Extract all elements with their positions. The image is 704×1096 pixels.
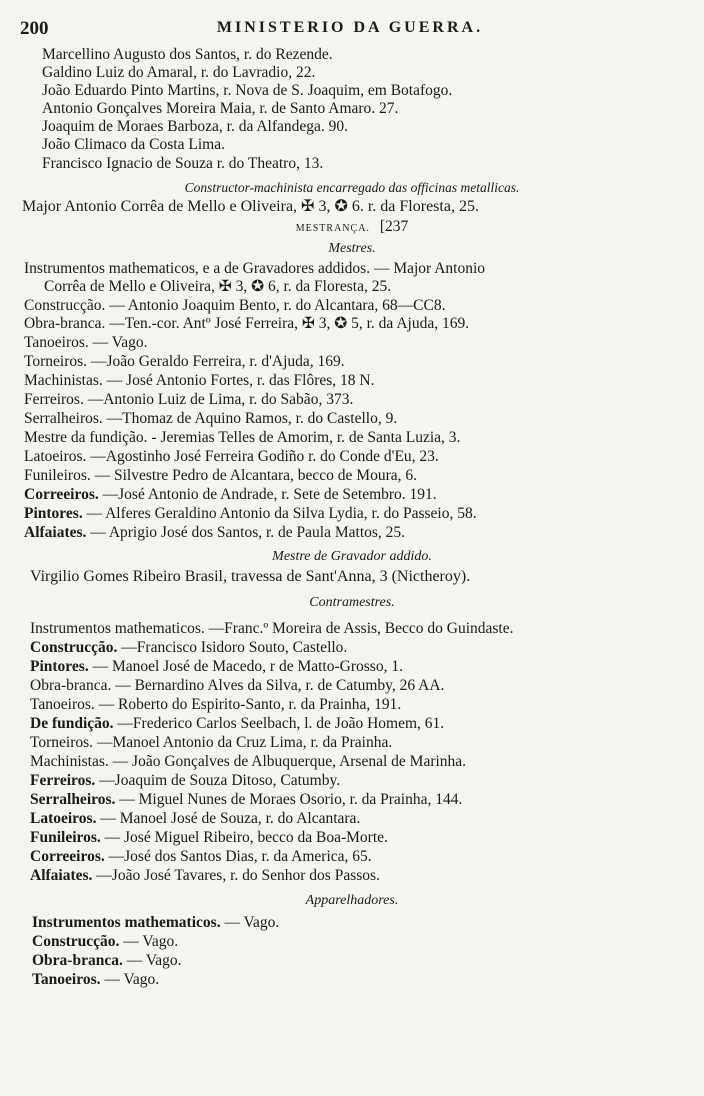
role-label: Machinistas.	[24, 372, 103, 389]
list-item	[30, 734, 392, 752]
page-header	[20, 18, 680, 40]
list-item	[30, 867, 380, 885]
list-item	[24, 315, 469, 333]
section-heading-constructor: Constructor-machinista encarregado das officinas metallicas.	[184, 180, 520, 195]
mestranca-title	[0, 218, 704, 238]
entry-text: — Alferes Geraldino Antonio da Silva Lydia, r. do Passeio, 58.	[82, 505, 477, 522]
entry-text: — José Antonio Fortes, r. das Flôres, 18 N.	[102, 372, 375, 389]
entry-text: — Manoel José de Souza, r. do Alcantara.	[96, 810, 361, 827]
section-heading-gravador: Mestre de Gravador addido.	[272, 549, 432, 564]
role-label: Funileiros.	[24, 467, 91, 484]
entry-text: — Bernardino Alves da Silva, r. de Catumby, 26 AA.	[111, 677, 445, 694]
role-label: Tanoeiros.	[32, 971, 101, 988]
text-line: João Climaco da Costa Lima.	[42, 136, 225, 153]
list-item	[32, 952, 182, 970]
role-label: Obra-branca.	[24, 315, 106, 332]
entry-text: — Vago.	[119, 933, 179, 950]
list-item	[24, 524, 405, 542]
list-item	[24, 297, 445, 315]
list-item	[24, 410, 397, 428]
role-label: Instrumentos mathematicos,	[24, 260, 199, 277]
entry-text: —Antonio Luiz de Lima, r. do Sabão, 373.	[83, 391, 354, 408]
entry-text: —João Geraldo Ferreira, r. d'Ajuda, 169.	[87, 353, 345, 370]
role-label: Latoeiros.	[30, 810, 97, 827]
entry-text: — Manoel José de Macedo, r de Matto-Grosso, 1.	[88, 658, 403, 675]
list-item	[44, 278, 391, 296]
list-item	[32, 914, 279, 932]
role-label: Tanoeiros.	[24, 334, 89, 351]
entry-text: —Joaquim de Souza Ditoso, Catumby.	[95, 772, 341, 789]
section-heading-contramestres: Contramestres.	[309, 595, 395, 610]
role-label: Ferreiros.	[30, 772, 96, 789]
list-item	[24, 372, 374, 390]
entry-text: — João Gonçalves de Albuquerque, Arsenal de Marinha.	[108, 753, 467, 770]
role-label: Obra-branca.	[32, 952, 123, 969]
entry-text: — Roberto do Espirito-Santo, r. da Prainha, 191.	[94, 696, 402, 713]
list-item	[30, 696, 401, 714]
list-item	[30, 829, 388, 847]
list-item	[24, 467, 417, 485]
list-item	[24, 334, 147, 352]
list-item	[24, 448, 439, 466]
list-item	[24, 486, 437, 504]
role-label: Obra-branca.	[30, 677, 112, 694]
text-line: Joaquim de Moraes Barboza, r. da Alfandega. 90.	[42, 118, 349, 135]
role-label: Correeiros.	[24, 486, 99, 503]
entry-text: —José dos Santos Dias, r. da America, 65.	[104, 848, 372, 865]
text-line: Francisco Ignacio de Souza r. do Theatro, 13.	[42, 155, 324, 172]
role-label: Machinistas.	[30, 753, 109, 770]
mestranca-number: [237	[379, 218, 409, 235]
entry-text: — Aprigio José dos Santos, r. de Paula Mattos, 25.	[86, 524, 406, 541]
entry-text: —Manoel Antonio da Cruz Lima, r. da Prainha.	[93, 734, 393, 751]
role-label: Alfaiates.	[30, 867, 93, 884]
list-item	[30, 772, 340, 790]
list-item	[30, 639, 347, 657]
entry-text: —Francisco Isidoro Souto, Castello.	[117, 639, 348, 656]
entry-text: - Jeremias Telles de Amorim, r. de Santa Luzia, 3.	[147, 429, 461, 446]
list-item	[32, 971, 159, 989]
entry-text: — Vago.	[220, 914, 280, 931]
entry-text: Corrêa de Mello e Oliveira, ✠ 3, ✪ 6, r. da Floresta, 25.	[44, 278, 392, 295]
role-label: Correeiros.	[30, 848, 105, 865]
mestranca-label: MESTRANÇA.	[295, 223, 370, 234]
role-label: Instrumentos mathematicos.	[30, 620, 205, 637]
text-line: Galdino Luiz do Amaral, r. do Lavradio, 22.	[42, 64, 316, 81]
page-number: 200	[20, 18, 49, 39]
entry-text: —Ten.-cor. Antº José Ferreira, ✠ 3, ✪ 5, r. da Ajuda, 169.	[105, 315, 470, 332]
entry-text: e a de Gravadores addidos. — Major Antonio	[198, 260, 486, 277]
list-item	[30, 620, 514, 638]
role-label: Pintores.	[24, 505, 83, 522]
entry-text: —Agostinho José Ferreira Godiño r. do Conde d'Eu, 23.	[86, 448, 439, 465]
entry-text: —José Antonio de Andrade, r. Sete de Setembro. 191.	[98, 486, 437, 503]
text-line: Virgilio Gomes Ribeiro Brasil, travessa de Sant'Anna, 3 (Nictheroy).	[30, 568, 471, 585]
entry-text: — Silvestre Pedro de Alcantara, becco de Moura, 6.	[90, 467, 418, 484]
entry-text: — Antonio Joaquim Bento, r. do Alcantara, 68—CC8.	[105, 297, 446, 314]
role-label: Torneiros.	[24, 353, 88, 370]
list-item	[30, 677, 444, 695]
entry-text: — Vago.	[88, 334, 148, 351]
role-label: Latoeiros.	[24, 448, 87, 465]
entry-text: —Frederico Carlos Seelbach, l. de João Homem, 61.	[113, 715, 445, 732]
text-line: Marcellino Augusto dos Santos, r. do Rezende.	[42, 46, 333, 63]
entry-text: —João José Tavares, r. do Senhor dos Passos.	[92, 867, 380, 884]
list-item	[24, 429, 460, 447]
text-line: João Eduardo Pinto Martins, r. Nova de S. Joaquim, em Botafogo.	[42, 82, 453, 99]
list-item	[30, 791, 462, 809]
list-item	[30, 848, 372, 866]
page-title: MINISTERIO DA GUERRA.	[216, 19, 484, 36]
role-label: Funileiros.	[30, 829, 101, 846]
list-item	[24, 260, 485, 278]
role-label: Pintores.	[30, 658, 89, 675]
section-heading-apparelhadores: Apparelhadores.	[305, 893, 399, 908]
section-heading-mestres: Mestres.	[328, 241, 376, 256]
role-label: Instrumentos mathematicos.	[32, 914, 221, 931]
entry-text: — Vago.	[100, 971, 160, 988]
entry-text: —Thomaz de Aquino Ramos, r. do Castello, 9.	[102, 410, 398, 427]
text-line: Major Antonio Corrêa de Mello e Oliveira, ✠ 3, ✪ 6. r. da Floresta, 25.	[22, 198, 479, 215]
role-label: De fundição.	[30, 715, 114, 732]
list-item	[30, 715, 444, 733]
entry-text: — Vago.	[122, 952, 182, 969]
list-item	[30, 753, 466, 771]
role-label: Tanoeiros.	[30, 696, 95, 713]
list-item	[32, 933, 178, 951]
text-line: Antonio Gonçalves Moreira Maia, r. de Santo Amaro. 27.	[42, 100, 399, 117]
role-label: Construcção.	[30, 639, 118, 656]
list-item	[24, 391, 353, 409]
list-item	[24, 353, 345, 371]
list-item	[24, 505, 477, 523]
entry-text: — Miguel Nunes de Moraes Osorio, r. da Prainha, 144.	[115, 791, 463, 808]
entry-text: —Franc.º Moreira de Assis, Becco do Guindaste.	[204, 620, 514, 637]
role-label: Mestre da fundição.	[24, 429, 148, 446]
role-label: Serralheiros.	[24, 410, 103, 427]
role-label: Construcção.	[32, 933, 120, 950]
list-item	[30, 810, 360, 828]
role-label: Serralheiros.	[30, 791, 116, 808]
role-label: Ferreiros.	[24, 391, 84, 408]
role-label: Alfaiates.	[24, 524, 87, 541]
role-label: Construcção.	[24, 297, 106, 314]
entry-text: — José Miguel Ribeiro, becco da Boa-Morte.	[100, 829, 388, 846]
list-item	[30, 658, 403, 676]
role-label: Torneiros.	[30, 734, 94, 751]
